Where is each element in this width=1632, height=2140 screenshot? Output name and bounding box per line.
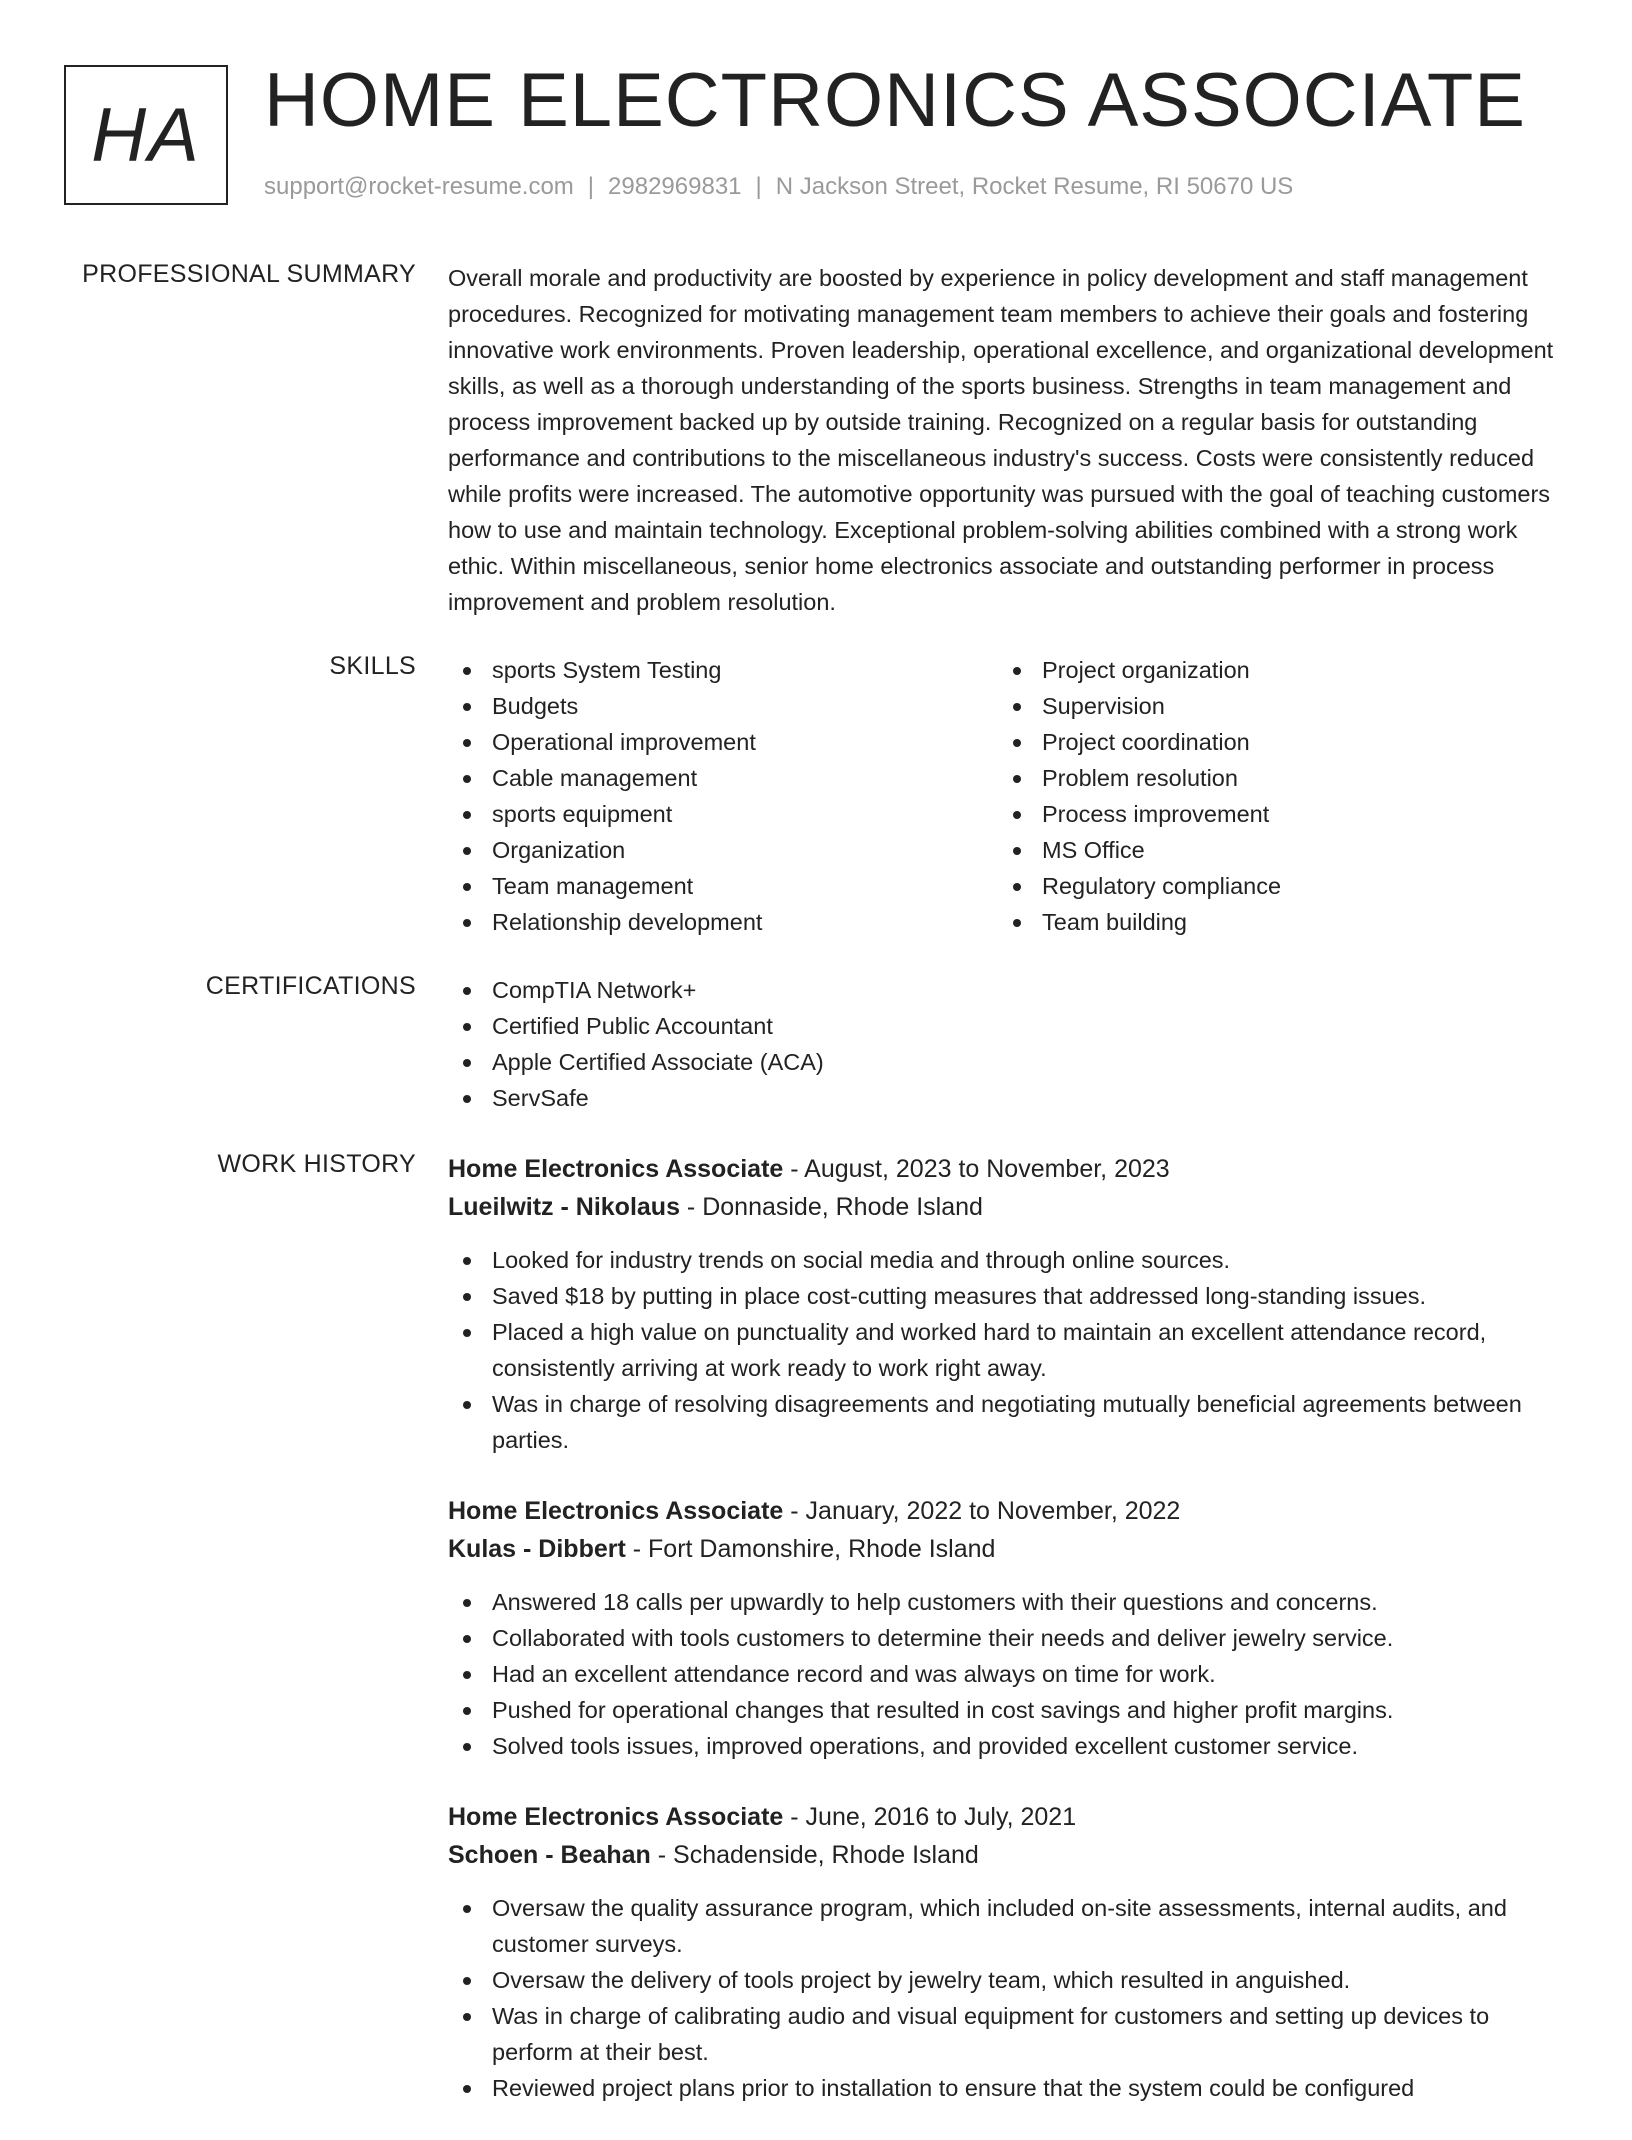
skills-label: SKILLS — [329, 652, 416, 680]
job-company: Schoen - Beahan — [448, 1841, 651, 1869]
certifications-label: CERTIFICATIONS — [205, 972, 416, 1000]
job-duty: Pushed for operational changes that resulted in cost savings and higher profit margins. — [448, 1692, 1564, 1728]
work-history-label: WORK HISTORY — [217, 1150, 416, 1178]
certification-item: CompTIA Network+ — [448, 972, 1564, 1008]
skills-list-right — [998, 652, 1548, 940]
job-title-line — [448, 1798, 1564, 1836]
job-duty: Oversaw the quality assurance program, which included on-site assessments, internal audits, and customer surveys. — [448, 1890, 1564, 1962]
skills-list-left — [448, 652, 998, 940]
job-duty: Was in charge of resolving disagreements and negotiating mutually beneficial agreements between parties. — [448, 1386, 1564, 1458]
job-title: Home Electronics Associate — [448, 1803, 784, 1831]
contact-separator: | — [587, 173, 595, 200]
work-history-body — [448, 1150, 1564, 2140]
skill-item: Cable management — [448, 760, 998, 796]
job-title: Home Electronics Associate — [448, 1155, 784, 1183]
skill-item: Team building — [998, 904, 1548, 940]
job-duties — [448, 1584, 1564, 1764]
job-duty: Answered 18 calls per upwardly to help customers with their questions and concerns. — [448, 1584, 1564, 1620]
skill-item: sports System Testing — [448, 652, 998, 688]
skill-item: sports equipment — [448, 796, 998, 832]
skill-item: Regulatory compliance — [998, 868, 1548, 904]
job-title-line — [448, 1150, 1564, 1188]
job-dates: - January, 2022 to November, 2022 — [783, 1497, 1181, 1525]
monogram-initials: HA — [91, 92, 201, 178]
job-duty: Was in charge of calibrating audio and visual equipment for customers and setting up devices to perform at their best. — [448, 1998, 1564, 2070]
job-duty: Collaborated with tools customers to determine their needs and deliver jewelry service. — [448, 1620, 1564, 1656]
job-company-line — [448, 1530, 1564, 1568]
job-location: - Schadenside, Rhode Island — [650, 1841, 979, 1869]
job-duties — [448, 1890, 1564, 2106]
skill-item: Project coordination — [998, 724, 1548, 760]
job-duties — [448, 1242, 1564, 1458]
contact-phone[interactable]: 2982969831 — [608, 173, 742, 200]
summary-body — [448, 260, 1564, 620]
skills-body — [448, 652, 1564, 940]
job-duty: Had an excellent attendance record and was always on time for work. — [448, 1656, 1564, 1692]
resume-name: HOME ELECTRONICS ASSOCIATE — [264, 58, 1526, 143]
job-duty: Looked for industry trends on social media and through online sources. — [448, 1242, 1564, 1278]
contact-separator: | — [755, 173, 762, 200]
monogram-badge — [64, 65, 228, 205]
skill-item: Budgets — [448, 688, 998, 724]
job-dates: - June, 2016 to July, 2021 — [783, 1803, 1077, 1831]
skill-item: Problem resolution — [998, 760, 1548, 796]
certification-item: ServSafe — [448, 1080, 1564, 1116]
certifications-body — [448, 972, 1564, 1116]
job-entry — [448, 1492, 1564, 1764]
job-title-line — [448, 1492, 1564, 1530]
skill-item: Process improvement — [998, 796, 1548, 832]
job-duty: Saved $18 by putting in place cost-cutting measures that addressed long-standing issues. — [448, 1278, 1564, 1314]
job-dates: - August, 2023 to November, 2023 — [783, 1155, 1170, 1183]
skill-item: Organization — [448, 832, 998, 868]
job-duty: Solved tools issues, improved operations, and provided excellent customer service. — [448, 1728, 1564, 1764]
job-location: - Donnaside, Rhode Island — [679, 1193, 983, 1221]
certifications-list — [448, 972, 1564, 1116]
summary-label: PROFESSIONAL SUMMARY — [82, 260, 416, 288]
job-company: Lueilwitz - Nikolaus — [448, 1193, 680, 1221]
skill-item: Relationship development — [448, 904, 998, 940]
summary-text: Overall morale and productivity are boosted by experience in policy development and staff management procedures. Recognized for motivating management team members to achieve their goals and fostering innovative work environments. Proven leadership, operational excellence, and organizational development skills, as well as a thorough understanding of the sports business. Strengths in team management and process improvement backed up by outside training. Recognized on a regular basis for outstanding performance and contributions to the miscellaneous industry's success. Costs were consistently reduced while profits were increased. The automotive opportunity was pursued with the goal of teaching customers how to use and maintain technology. Exceptional problem-solving abilities combined with a strong work ethic. Within miscellaneous, senior home electronics associate and outstanding performer in process improvement and problem resolution. — [448, 265, 1554, 615]
job-title: Home Electronics Associate — [448, 1497, 784, 1525]
job-location: - Fort Damonshire, Rhode Island — [625, 1535, 996, 1563]
certification-item: Apple Certified Associate (ACA) — [448, 1044, 1564, 1080]
job-duty: Oversaw the delivery of tools project by jewelry team, which resulted in anguished. — [448, 1962, 1564, 1998]
skill-item: Project organization — [998, 652, 1548, 688]
job-company-line — [448, 1836, 1564, 1874]
job-entry — [448, 1150, 1564, 1458]
job-entry — [448, 1798, 1564, 2106]
contact-address: N Jackson Street, Rocket Resume, RI 50670 US — [775, 173, 1294, 200]
job-duty: Reviewed project plans prior to installation to ensure that the system could be configured — [448, 2070, 1564, 2106]
contact-line — [264, 173, 1293, 201]
job-company: Kulas - Dibbert — [448, 1535, 626, 1563]
skill-item: Operational improvement — [448, 724, 998, 760]
contact-email[interactable]: support@rocket-resume.com — [264, 173, 574, 200]
job-company-line — [448, 1188, 1564, 1226]
job-duty: Placed a high value on punctuality and worked hard to maintain an excellent attendance record, consistently arriving at work ready to work right away. — [448, 1314, 1564, 1386]
certification-item: Certified Public Accountant — [448, 1008, 1564, 1044]
skill-item: MS Office — [998, 832, 1548, 868]
skill-item: Team management — [448, 868, 998, 904]
skill-item: Supervision — [998, 688, 1548, 724]
